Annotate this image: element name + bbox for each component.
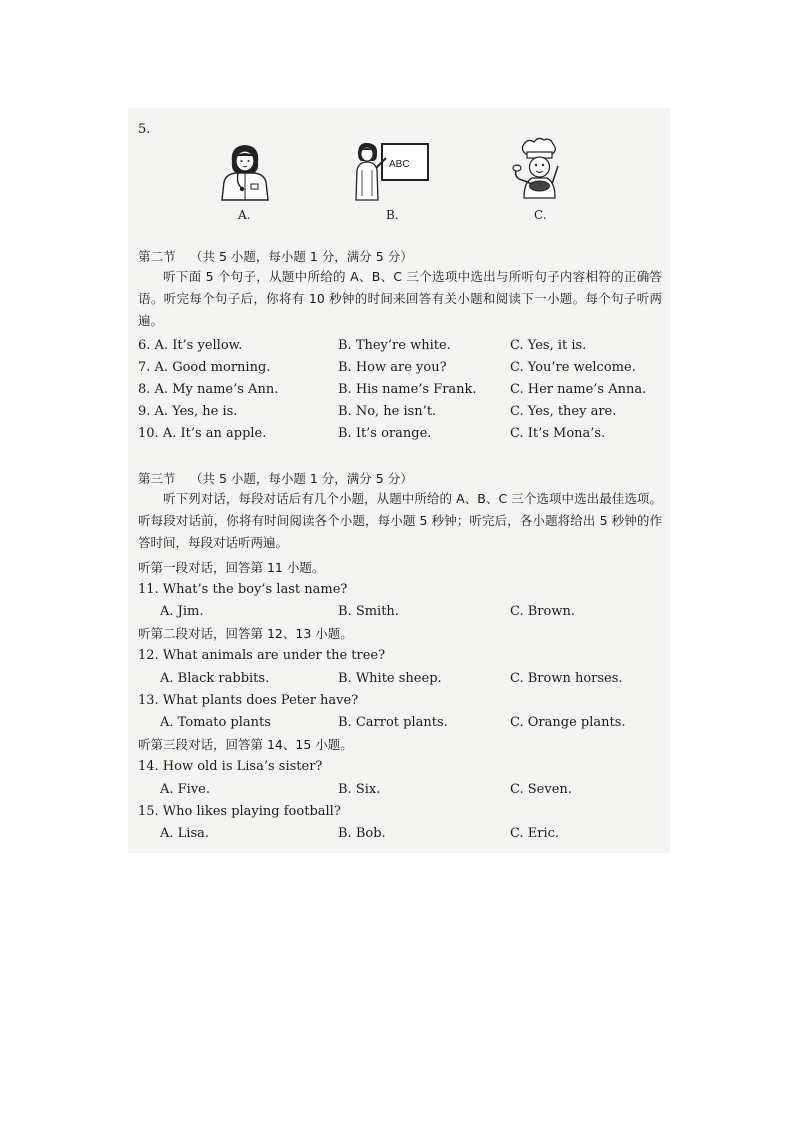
q8-option-b: B. His name’s Frank. xyxy=(338,382,477,397)
section3-heading: 第三节 xyxy=(138,471,176,486)
q7-option-a: 7. A. Good morning. xyxy=(138,360,271,375)
q11-option-c: C. Brown. xyxy=(510,604,575,619)
q12-option-a: A. Black rabbits. xyxy=(160,671,270,686)
section2-instructions: 听下面 5 个句子，从题中所给的 A、B、C 三个选项中选出与所听句子内容相符的正确答语。听完每个句子后，你将有 10 秒钟的时间来回答有关小题和阅读下一小题。每个句子听两遍。 xyxy=(138,269,662,328)
q11-option-b: B. Smith. xyxy=(338,604,399,619)
q14-option-c: C. Seven. xyxy=(510,782,572,797)
q12-question: 12. What animals are under the tree? xyxy=(138,648,386,663)
q7-option-c: C. You’re welcome. xyxy=(510,360,636,375)
dialog2-instruction: 听第二段对话，回答第 12、13 小题。 xyxy=(138,626,353,641)
q6-option-a: 6. A. It’s yellow. xyxy=(138,338,243,353)
q5-option-a-label: A. xyxy=(238,208,251,222)
teacher-picture xyxy=(352,140,432,202)
q12-option-b: B. White sheep. xyxy=(338,671,442,686)
q8-option-a: 8. A. My name’s Ann. xyxy=(138,382,279,397)
q10-option-a: 10. A. It’s an apple. xyxy=(138,426,267,441)
q6-option-b: B. They’re white. xyxy=(338,338,451,353)
q11-option-a: A. Jim. xyxy=(160,604,204,619)
q14-option-b: B. Six. xyxy=(338,782,381,797)
section3-meta: （共 5 小题，每小题 1 分，满分 5 分） xyxy=(190,471,413,486)
q13-option-c: C. Orange plants. xyxy=(510,715,626,730)
q5-option-b-label: B. xyxy=(386,208,399,222)
q8-option-c: C. Her name’s Anna. xyxy=(510,382,647,397)
question-5-number: 5. xyxy=(138,122,151,137)
cook-picture xyxy=(510,136,570,202)
doctor-picture xyxy=(216,140,274,202)
dialog3-instruction: 听第三段对话，回答第 14、15 小题。 xyxy=(138,737,353,752)
q14-option-a: A. Five. xyxy=(160,782,211,797)
q9-option-a: 9. A. Yes, he is. xyxy=(138,404,238,419)
dialog1-instruction: 听第一段对话，回答第 11 小题。 xyxy=(138,560,325,575)
q13-option-a: A. Tomato plants xyxy=(160,715,271,730)
q10-option-c: C. It’s Mona’s. xyxy=(510,426,606,441)
q11-question: 11. What’s the boy’s last name? xyxy=(138,582,348,597)
q15-option-a: A. Lisa. xyxy=(160,826,209,841)
q14-question: 14. How old is Lisa’s sister? xyxy=(138,759,323,774)
board-text: ABC xyxy=(389,159,410,170)
q15-option-b: B. Bob. xyxy=(338,826,386,841)
q6-option-c: C. Yes, it is. xyxy=(510,338,587,353)
q7-option-b: B. How are you? xyxy=(338,360,447,375)
q5-option-c-label: C. xyxy=(534,208,547,222)
q13-question: 13. What plants does Peter have? xyxy=(138,693,359,708)
section2-meta: （共 5 小题，每小题 1 分，满分 5 分） xyxy=(190,249,413,264)
q9-option-c: C. Yes, they are. xyxy=(510,404,617,419)
q9-option-b: B. No, he isn’t. xyxy=(338,404,437,419)
q10-option-b: B. It’s orange. xyxy=(338,426,432,441)
section2-heading: 第二节 xyxy=(138,249,176,264)
q12-option-c: C. Brown horses. xyxy=(510,671,623,686)
q15-question: 15. Who likes playing football? xyxy=(138,804,341,819)
section3-instructions: 听下列对话，每段对话后有几个小题，从题中所给的 A、B、C 三个选项中选出最佳选项。听每段对话前，你将有时间阅读各个小题，每小题 5 秒钟；听完后，各小题将给出 5 秒钟的作答时间，每段对话听两遍。 xyxy=(138,491,662,550)
q13-option-b: B. Carrot plants. xyxy=(338,715,448,730)
q15-option-c: C. Eric. xyxy=(510,826,560,841)
